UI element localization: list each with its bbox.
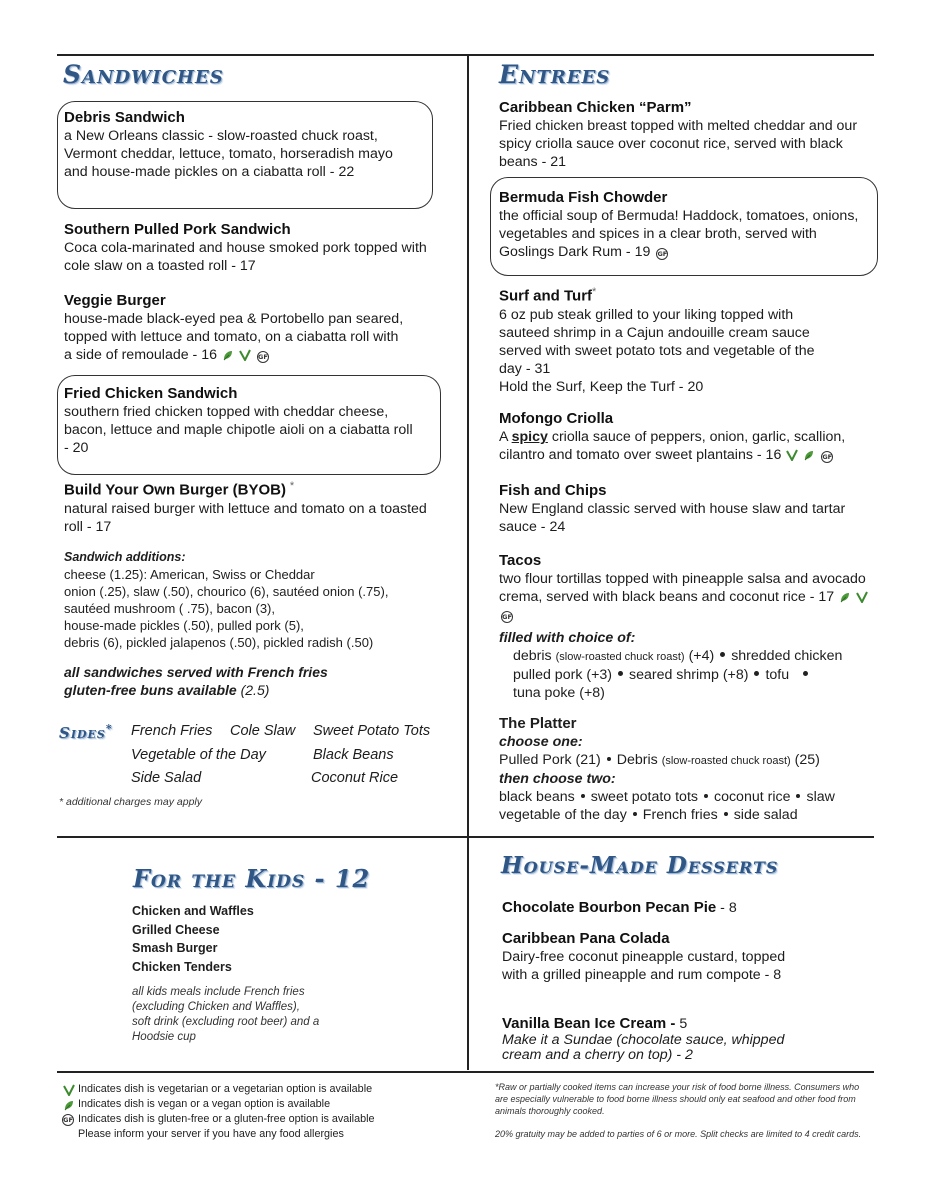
menu-item-fish-chowder [490, 177, 878, 276]
center-divider [467, 54, 469, 1070]
vegetarian-icon [239, 349, 251, 361]
item-name: Mofongo Criolla [499, 410, 614, 427]
item-desc-pre: A [499, 429, 512, 445]
sides-title-text: Sides [59, 724, 106, 742]
vegan-icon [803, 449, 815, 461]
item-desc: Make it a Sundae (chocolate sauce, whipped cream and a cherry on top) - 2 [502, 1032, 785, 1063]
menu-item-ice-cream [502, 1014, 822, 1063]
additions-line: debris (6), pickled jalapenos (.50), pickled radish (.50) [64, 635, 374, 650]
menu-item-pecan-pie [502, 898, 862, 917]
additions-line: cheese (1.25): American, Swiss or Cheddar [64, 567, 315, 582]
kids-note-line: Hoodsie cup [132, 1031, 196, 1043]
additions-line: house-made pickles (.50), pulled pork (5), [64, 618, 304, 633]
kids-item: Smash Burger [132, 941, 218, 955]
gf-buns-price: (2.5) [240, 682, 270, 698]
platter-option-price: (25) [794, 752, 820, 768]
platter-side: side salad [733, 807, 798, 823]
item-desc: southern fried chicken topped with cheddar cheese, bacon, lettuce and maple chipotle aioli on a ciabatta roll - 20 [64, 404, 413, 456]
item-name: Veggie Burger [64, 292, 166, 309]
vegetarian-icon [786, 449, 798, 461]
additions-title: Sandwich additions: [64, 550, 186, 564]
legend-text: Indicates dish is gluten-free or a gluten-free option is available [78, 1113, 375, 1125]
item-name: Fish and Chips [499, 482, 607, 499]
choose-two-label: then choose two: [499, 771, 616, 787]
fries-note: all sandwiches served with French fries [64, 664, 328, 680]
item-name: Caribbean Pana Colada [502, 930, 670, 947]
platter-side: vegetable of the day [499, 807, 627, 823]
item-desc: a New Orleans classic - slow-roasted chuck roast, Vermont cheddar, lettuce, tomato, horseradish mayo and house-made pickles on a ciabatta roll - 22 [64, 128, 393, 180]
bullet-icon [607, 757, 611, 761]
sandwiches-title: Sandwiches [63, 60, 224, 89]
sandwich-additions [64, 549, 444, 651]
legend-text: Indicates dish is vegetarian or a vegetarian option is available [78, 1083, 373, 1095]
right-middle-rule [469, 836, 874, 838]
choose-one-label: choose one: [499, 734, 583, 750]
item-name: Debris Sandwich [64, 109, 185, 126]
gratuity-note: 20% gratuity may be added to parties of 6 or more. Split checks are limited to 4 credit cards. [495, 1129, 862, 1139]
item-name: Bermuda Fish Chowder [499, 189, 668, 206]
menu-item-platter [499, 714, 874, 824]
platter-side: slaw [806, 789, 835, 805]
menu-item-byob [64, 477, 434, 536]
side-item: Black Beans [313, 747, 394, 763]
item-name: Caribbean Chicken “Parm” [499, 99, 692, 116]
gluten-free-icon: GF [657, 250, 668, 258]
menu-item-tacos [499, 551, 869, 624]
bottom-rule [57, 1071, 874, 1073]
bullet-icon [754, 671, 759, 676]
spicy-label: spicy [511, 429, 548, 445]
item-name: Build Your Own Burger (BYOB) [64, 481, 286, 499]
dietary-legend [62, 1082, 375, 1142]
side-item: Cole Slaw [230, 723, 296, 739]
gluten-free-icon: GF [63, 1115, 73, 1124]
item-desc: Coca cola-marinated and house smoked pork topped with cole slaw on a toasted roll - 17 [64, 240, 427, 274]
item-name: Southern Pulled Pork Sandwich [64, 221, 291, 238]
item-price: - 8 [716, 900, 737, 916]
additions-line: onion (.25), slaw (.50), chourico (6), sautéed onion (.75), [64, 584, 389, 599]
side-item: Vegetable of the Day [131, 747, 266, 763]
bullet-icon [581, 794, 585, 798]
tacos-option-price: (+4) [688, 648, 715, 664]
kids-note [132, 985, 319, 1045]
desserts-title: House-Made Desserts [501, 852, 779, 879]
kids-item: Grilled Cheese [132, 922, 220, 937]
menu-item-pulled-pork [64, 220, 439, 275]
item-desc: two flour tortillas topped with pineapple salsa and avocado crema, served with black beans and coconut rice - 17 [499, 571, 866, 605]
bullet-icon [618, 671, 623, 676]
tacos-option: debris [513, 648, 552, 664]
bullet-icon [720, 652, 725, 657]
tacos-option: seared shrimp (+8) [628, 667, 749, 683]
sides-mark: * [105, 722, 113, 735]
vegan-icon [63, 1099, 75, 1111]
platter-option: Pulled Pork (21) [499, 752, 601, 768]
item-desc: New England classic served with house slaw and tartar sauce - 24 [499, 501, 846, 535]
bullet-icon [724, 812, 728, 816]
top-rule [57, 54, 874, 56]
menu-item-fried-chicken [57, 375, 441, 475]
vegan-icon [222, 349, 234, 361]
platter-side: sweet potato tots [590, 789, 698, 805]
tacos-option: tofu [765, 667, 790, 683]
kids-note-line: all kids meals include French fries [132, 986, 305, 998]
raw-food-disclaimer: *Raw or partially cooked items can increase your risk of food borne illness. Consumers who are especially vulnerable to food borne illness should only eat seafood and other food from animals thoroughly cooked. [495, 1082, 860, 1116]
menu-item-surf-and-turf [499, 283, 829, 396]
gluten-free-icon: GF [822, 453, 833, 461]
additions-line: sautéed mushroom ( .75), bacon (3), [64, 601, 275, 616]
allergy-note: Please inform your server if you have any food allergies [78, 1128, 344, 1140]
kids-menu-list [132, 902, 254, 976]
item-desc: Fried chicken breast topped with melted cheddar and our spicy criolla sauce over coconut rice, served with black beans - 21 [499, 118, 858, 170]
item-name: Vanilla Bean Ice Cream - [502, 1015, 676, 1032]
bullet-icon [704, 794, 708, 798]
bullet-icon [803, 671, 808, 676]
kids-note-line: (excluding Chicken and Waffles), [132, 1001, 300, 1013]
vegetarian-icon [856, 591, 868, 603]
kids-item: Chicken Tenders [132, 959, 232, 974]
sides-title [59, 722, 113, 742]
item-desc: 6 oz pub steak grilled to your liking topped with sauteed shrimp in a Cajun andouille cream sauce served with sweet potato tots and vegetable of the day - 31 [499, 306, 815, 377]
item-name: The Platter [499, 715, 577, 732]
item-name: Surf and Turf [499, 287, 593, 305]
item-name: Tacos [499, 552, 542, 569]
kids-title: For the Kids - 12 [133, 864, 371, 893]
bullet-icon [633, 812, 637, 816]
platter-option: Debris [616, 752, 658, 768]
entrees-title: Entrees [499, 60, 611, 89]
platter-side: French fries [642, 807, 718, 823]
tacos-option: pulled pork (+3) [513, 667, 612, 683]
item-desc: house-made black-eyed pea & Portobello pan seared, topped with lettuce and tomato, on a ciabatta roll with a side of remoulade - 16 [64, 311, 404, 363]
item-desc: Dairy-free coconut pineapple custard, topped with a grilled pineapple and rum compote - 8 [502, 949, 786, 983]
vegetarian-icon [63, 1084, 75, 1096]
platter-option-note: (slow-roasted chuck roast) [661, 755, 791, 767]
vegan-icon [839, 591, 851, 603]
tacos-fillings [499, 629, 874, 702]
side-item: Coconut Rice [311, 770, 399, 786]
item-name: Fried Chicken Sandwich [64, 385, 238, 402]
item-price: 5 [675, 1016, 688, 1032]
gluten-free-icon: GF [257, 353, 268, 361]
item-name: Chocolate Bourbon Pecan Pie [502, 899, 717, 916]
kids-item: Chicken and Waffles [132, 904, 254, 918]
kids-note-line: soft drink (excluding root beer) and a [132, 1016, 320, 1028]
platter-side: coconut rice [713, 789, 791, 805]
tacos-option: tuna poke (+8) [513, 685, 605, 701]
left-middle-rule [57, 836, 467, 838]
bullet-icon [796, 794, 800, 798]
menu-item-debris-sandwich [57, 101, 433, 209]
raw-warning-mark: * [592, 286, 597, 298]
sandwich-notes [64, 663, 328, 699]
item-desc: natural raised burger with lettuce and tomato on a toasted roll - 17 [64, 500, 427, 535]
menu-item-chicken-parm [499, 98, 864, 171]
tacos-filled-label: filled with choice of: [499, 630, 636, 646]
platter-side: black beans [499, 789, 575, 805]
raw-warning-mark: * [289, 480, 295, 492]
tacos-option-note: (slow-roasted chuck roast) [555, 651, 685, 663]
side-item: Sweet Potato Tots [313, 723, 431, 739]
item-desc-alt: Hold the Surf, Keep the Turf - 20 [499, 378, 704, 395]
side-item: French Fries [131, 723, 213, 739]
tacos-option: shredded chicken [731, 648, 843, 664]
sides-note: * additional charges may apply [59, 796, 203, 808]
menu-item-mofongo [499, 409, 874, 464]
item-desc: criolla sauce of peppers, onion, garlic, scallion, cilantro and tomato over sweet plantains - 16 [499, 429, 846, 463]
menu-item-fish-and-chips [499, 481, 859, 536]
gluten-free-icon: GF [502, 613, 512, 621]
side-item: Side Salad [131, 770, 202, 786]
menu-item-veggie-burger [64, 291, 439, 364]
item-desc: the official soup of Bermuda! Haddock, tomatoes, onions, vegetables and spices in a clear broth, served with Goslings Dark Rum - 19 [499, 208, 859, 260]
menu-item-pana-colada [502, 929, 802, 984]
legend-text: Indicates dish is vegan or a vegan option is available [78, 1098, 331, 1110]
gf-buns-note: gluten-free buns available [64, 682, 237, 698]
